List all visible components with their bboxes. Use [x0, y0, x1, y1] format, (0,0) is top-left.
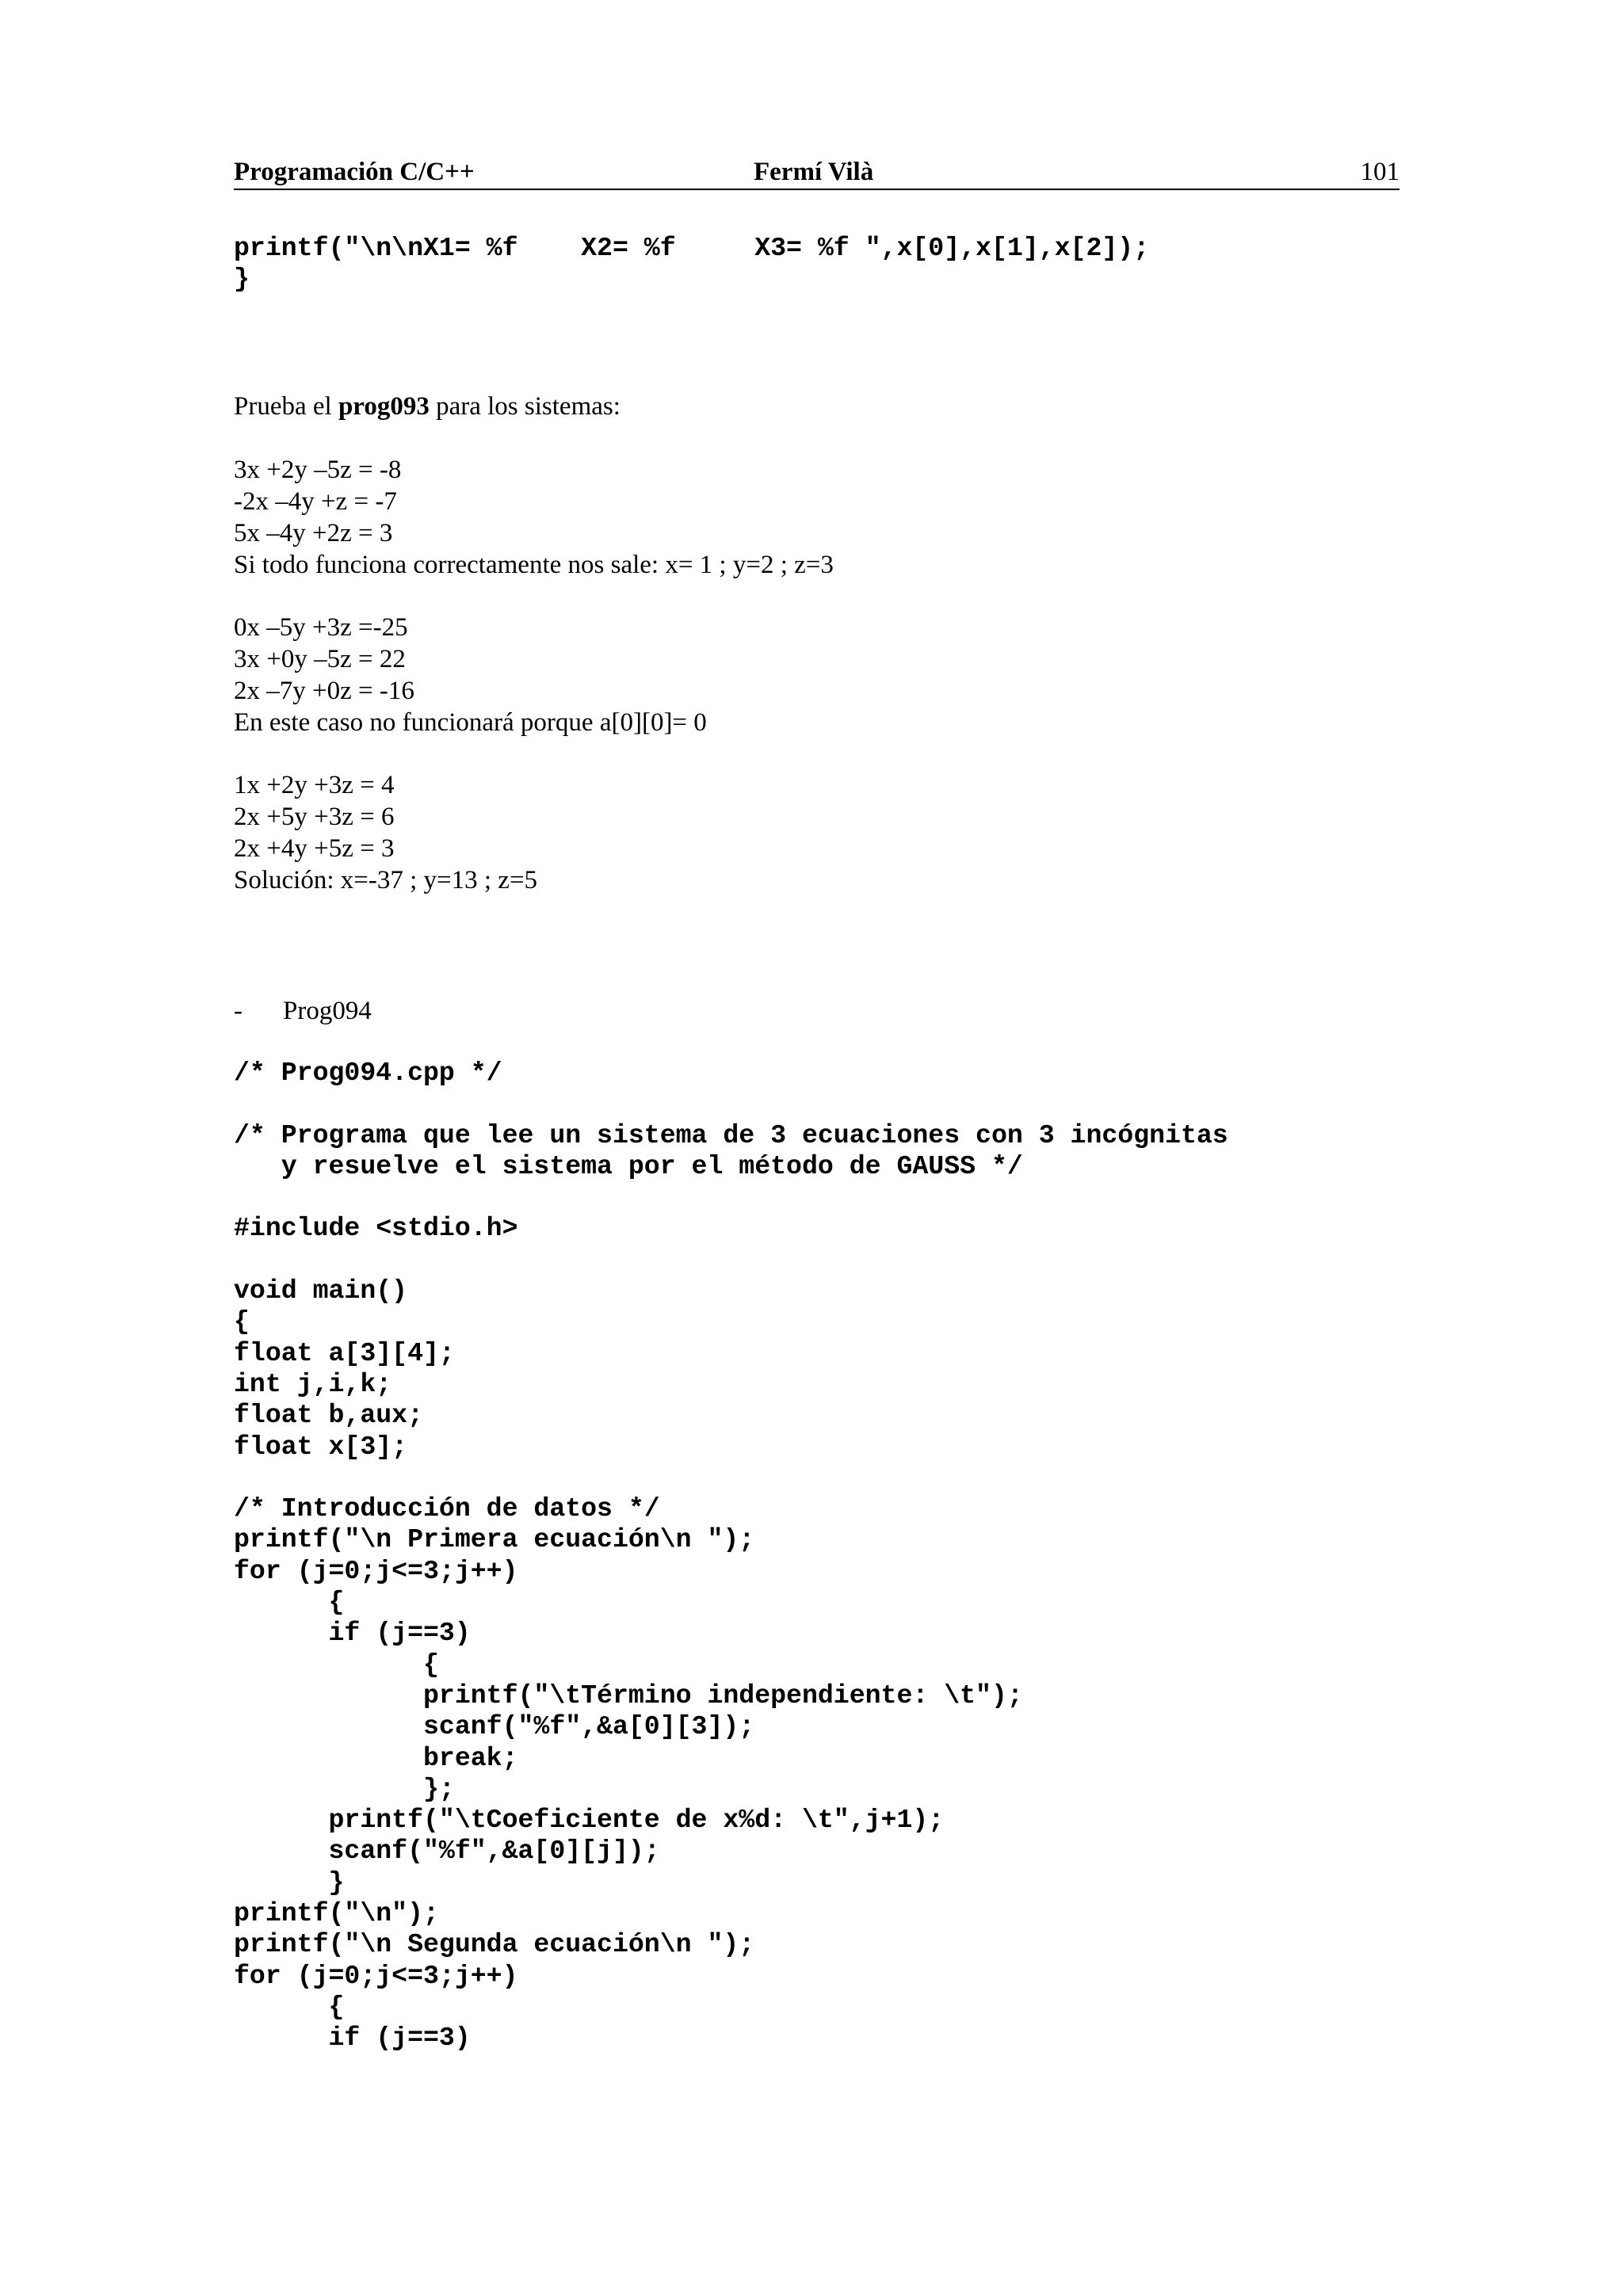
code-line: printf("\tCoeficiente de x%d: \t",j+1);	[234, 1805, 945, 1836]
page-number: 101	[1360, 158, 1400, 186]
text-line: 2x +5y +3z = 6	[234, 803, 395, 831]
code-line: break;	[234, 1742, 518, 1773]
system-3	[234, 769, 537, 896]
code-line: if (j==3)	[234, 2023, 471, 2054]
code-line: {	[234, 1587, 345, 1618]
code-line: /* Introducción de datos */	[234, 1493, 660, 1524]
page-header	[234, 155, 1400, 190]
text-line: 5x –4y +2z = 3	[234, 519, 393, 547]
code-block-1	[234, 233, 1149, 296]
code-line: };	[234, 1773, 455, 1804]
intro-program-name: prog093	[338, 392, 430, 421]
code-line: for (j=0;j<=3;j++)	[234, 1555, 518, 1586]
text-line: -2x –4y +z = -7	[234, 487, 397, 516]
code-line: for (j=0;j<=3;j++)	[234, 1960, 518, 1991]
intro-paragraph	[234, 391, 621, 422]
code-line: /* Programa que lee un sistema de 3 ecuaciones con 3 incógnitas	[234, 1119, 1228, 1150]
code-line: float b,aux;	[234, 1400, 423, 1431]
code-line: printf("\tTérmino independiente: \t");	[234, 1680, 1023, 1711]
code-line: }	[234, 1867, 345, 1897]
code-line: {	[234, 1991, 345, 2022]
code-line: printf("\n Segunda ecuación\n ");	[234, 1929, 755, 1960]
text-line: 0x –5y +3z =-25	[234, 613, 408, 642]
code-line: {	[234, 1306, 250, 1337]
code-line: if (j==3)	[234, 1618, 471, 1649]
code-line: printf("\n Primera ecuación\n ");	[234, 1524, 755, 1555]
code-block-2	[234, 1058, 1228, 2054]
code-line: scanf("%f",&a[0][j]);	[234, 1836, 660, 1867]
code-line: float x[3];	[234, 1431, 408, 1462]
code-line: printf("\n\nX1= %f X2= %f X3= %f ",x[0],x[1],x[2]);	[234, 233, 1150, 263]
text-line: 3x +2y –5z = -8	[234, 456, 402, 484]
code-line: y resuelve el sistema por el método de GAUSS */	[234, 1150, 1023, 1181]
intro-after: para los sistemas:	[429, 392, 621, 421]
text-line: 1x +2y +3z = 4	[234, 771, 395, 799]
code-line: {	[234, 1649, 439, 1680]
text-line: Solución: x=-37 ; y=13 ; z=5	[234, 866, 538, 894]
code-line: #include <stdio.h>	[234, 1213, 518, 1244]
code-line: scanf("%f",&a[0][3]);	[234, 1711, 755, 1742]
code-line: printf("\n");	[234, 1898, 439, 1929]
text-line: En este caso no funcionará porque a[0][0]= 0	[234, 708, 707, 737]
code-line: void main()	[234, 1276, 408, 1306]
header-author: Fermí Vilà	[754, 158, 874, 186]
text-line: 2x +4y +5z = 3	[234, 834, 395, 863]
code-line: }	[234, 264, 250, 295]
bullet-label: Prog094	[283, 997, 372, 1025]
code-line: /* Prog094.cpp */	[234, 1058, 502, 1088]
text-line: 3x +0y –5z = 22	[234, 645, 406, 673]
bullet-dash: -	[234, 997, 242, 1025]
code-line: int j,i,k;	[234, 1368, 392, 1399]
intro-before: Prueba el	[234, 392, 338, 421]
system-2	[234, 612, 707, 738]
system-1	[234, 454, 834, 581]
text-line: Si todo funciona correctamente nos sale: x= 1 ; y=2 ; z=3	[234, 551, 834, 579]
header-title: Programación C/C++	[234, 158, 475, 186]
text-line: 2x –7y +0z = -16	[234, 677, 414, 705]
code-line: float a[3][4];	[234, 1337, 455, 1368]
